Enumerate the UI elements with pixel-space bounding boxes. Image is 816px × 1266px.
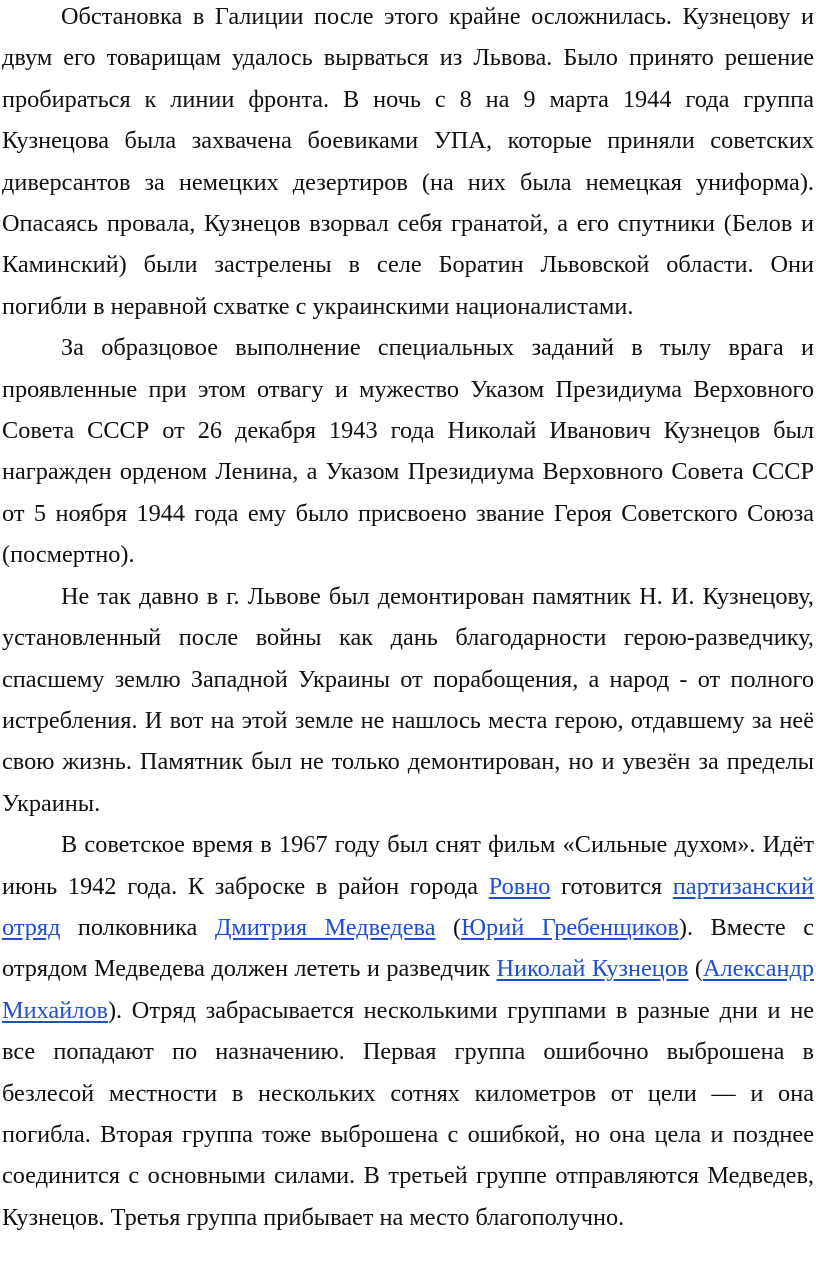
document-page <box>2 0 814 1238</box>
paragraph-4-text-5: ). Вместе с отрядом Медведева должен лететь и разведчик <box>2 913 814 983</box>
paragraph-4-text-7: ). Отряд забрасывается несколькими группами в разные дни и не все попадают по назначению. Первая группа ошибочно выброшена в безлесой местности в нескольких сотнях километров от цели — и она погибла. Вторая группа тоже выброшена с ошибкой, но она цела и позднее соединится с основными силами. В третьей группе отправляются Медведев, Кузнецов. Третья группа прибывает на место благополучно. <box>2 996 814 1231</box>
paragraph-3: Не так давно в г. Львове был демонтирован памятник Н. И. Кузнецову, установленный после войны как дань благодарности герою-разведчику, спасшему землю Западной Украины от порабощения, а народ - от полного истребления. И вот на этой земле не нашлось места герою, отдавшему за неё свою жизнь. Памятник был не только демонтирован, но и увезён за пределы Украины. <box>2 582 814 817</box>
paragraph-4-text-4: ( <box>435 913 462 941</box>
link-rovno[interactable]: Ровно <box>488 872 551 900</box>
paragraph-4-text-2: готовится <box>550 872 673 900</box>
link-partisan-detachment[interactable]: партизанский отряд <box>2 872 814 941</box>
paragraph-2: За образцовое выполнение специальных заданий в тылу врага и проявленные при этом отвагу и мужество Указом Президиума Верховного Совета СССР от 26 декабря 1943 года Николай Иванович Кузнецов был награжден орденом Ленина, а Указом Президиума Верховного Совета СССР от 5 ноября 1944 года ему было присвоено звание Героя Советского Союза (посмертно). <box>2 334 814 569</box>
link-alexander-mikhaylov[interactable]: Александр Михайлов <box>2 955 815 1024</box>
paragraph-4 <box>2 824 814 1238</box>
paragraph-4-text-6: ( <box>688 955 703 983</box>
link-yuri-grebenshchikov[interactable]: Юрий Гребенщиков <box>461 913 679 941</box>
paragraph-4-text-3: полковника <box>60 913 215 941</box>
link-nikolai-kuznetsov[interactable]: Николай Кузнецов <box>496 955 689 983</box>
link-dmitry-medvedev[interactable]: Дмитрия Медведева <box>214 913 436 941</box>
paragraph-4-text-1: В советское время в 1967 году был снят фильм «Сильные духом». Идёт июнь 1942 года. К заброске в район города <box>2 831 814 900</box>
paragraph-1: Обстановка в Галиции после этого крайне осложнилась. Кузнецову и двум его товарищам удалось вырваться из Львова. Было принято решение пробираться к линии фронта. В ночь с 8 на 9 марта 1944 года группа Кузнецова была захвачена боевиками УПА, которые приняли советских диверсантов за немецких дезертиров (на них была немецкая униформа). Опасаясь провала, Кузнецов взорвал себя гранатой, а его спутники (Белов и Каминский) были застрелены в селе Боратин Львовской области. Они погибли в неравной схватке с украинскими националистами. <box>2 3 814 320</box>
